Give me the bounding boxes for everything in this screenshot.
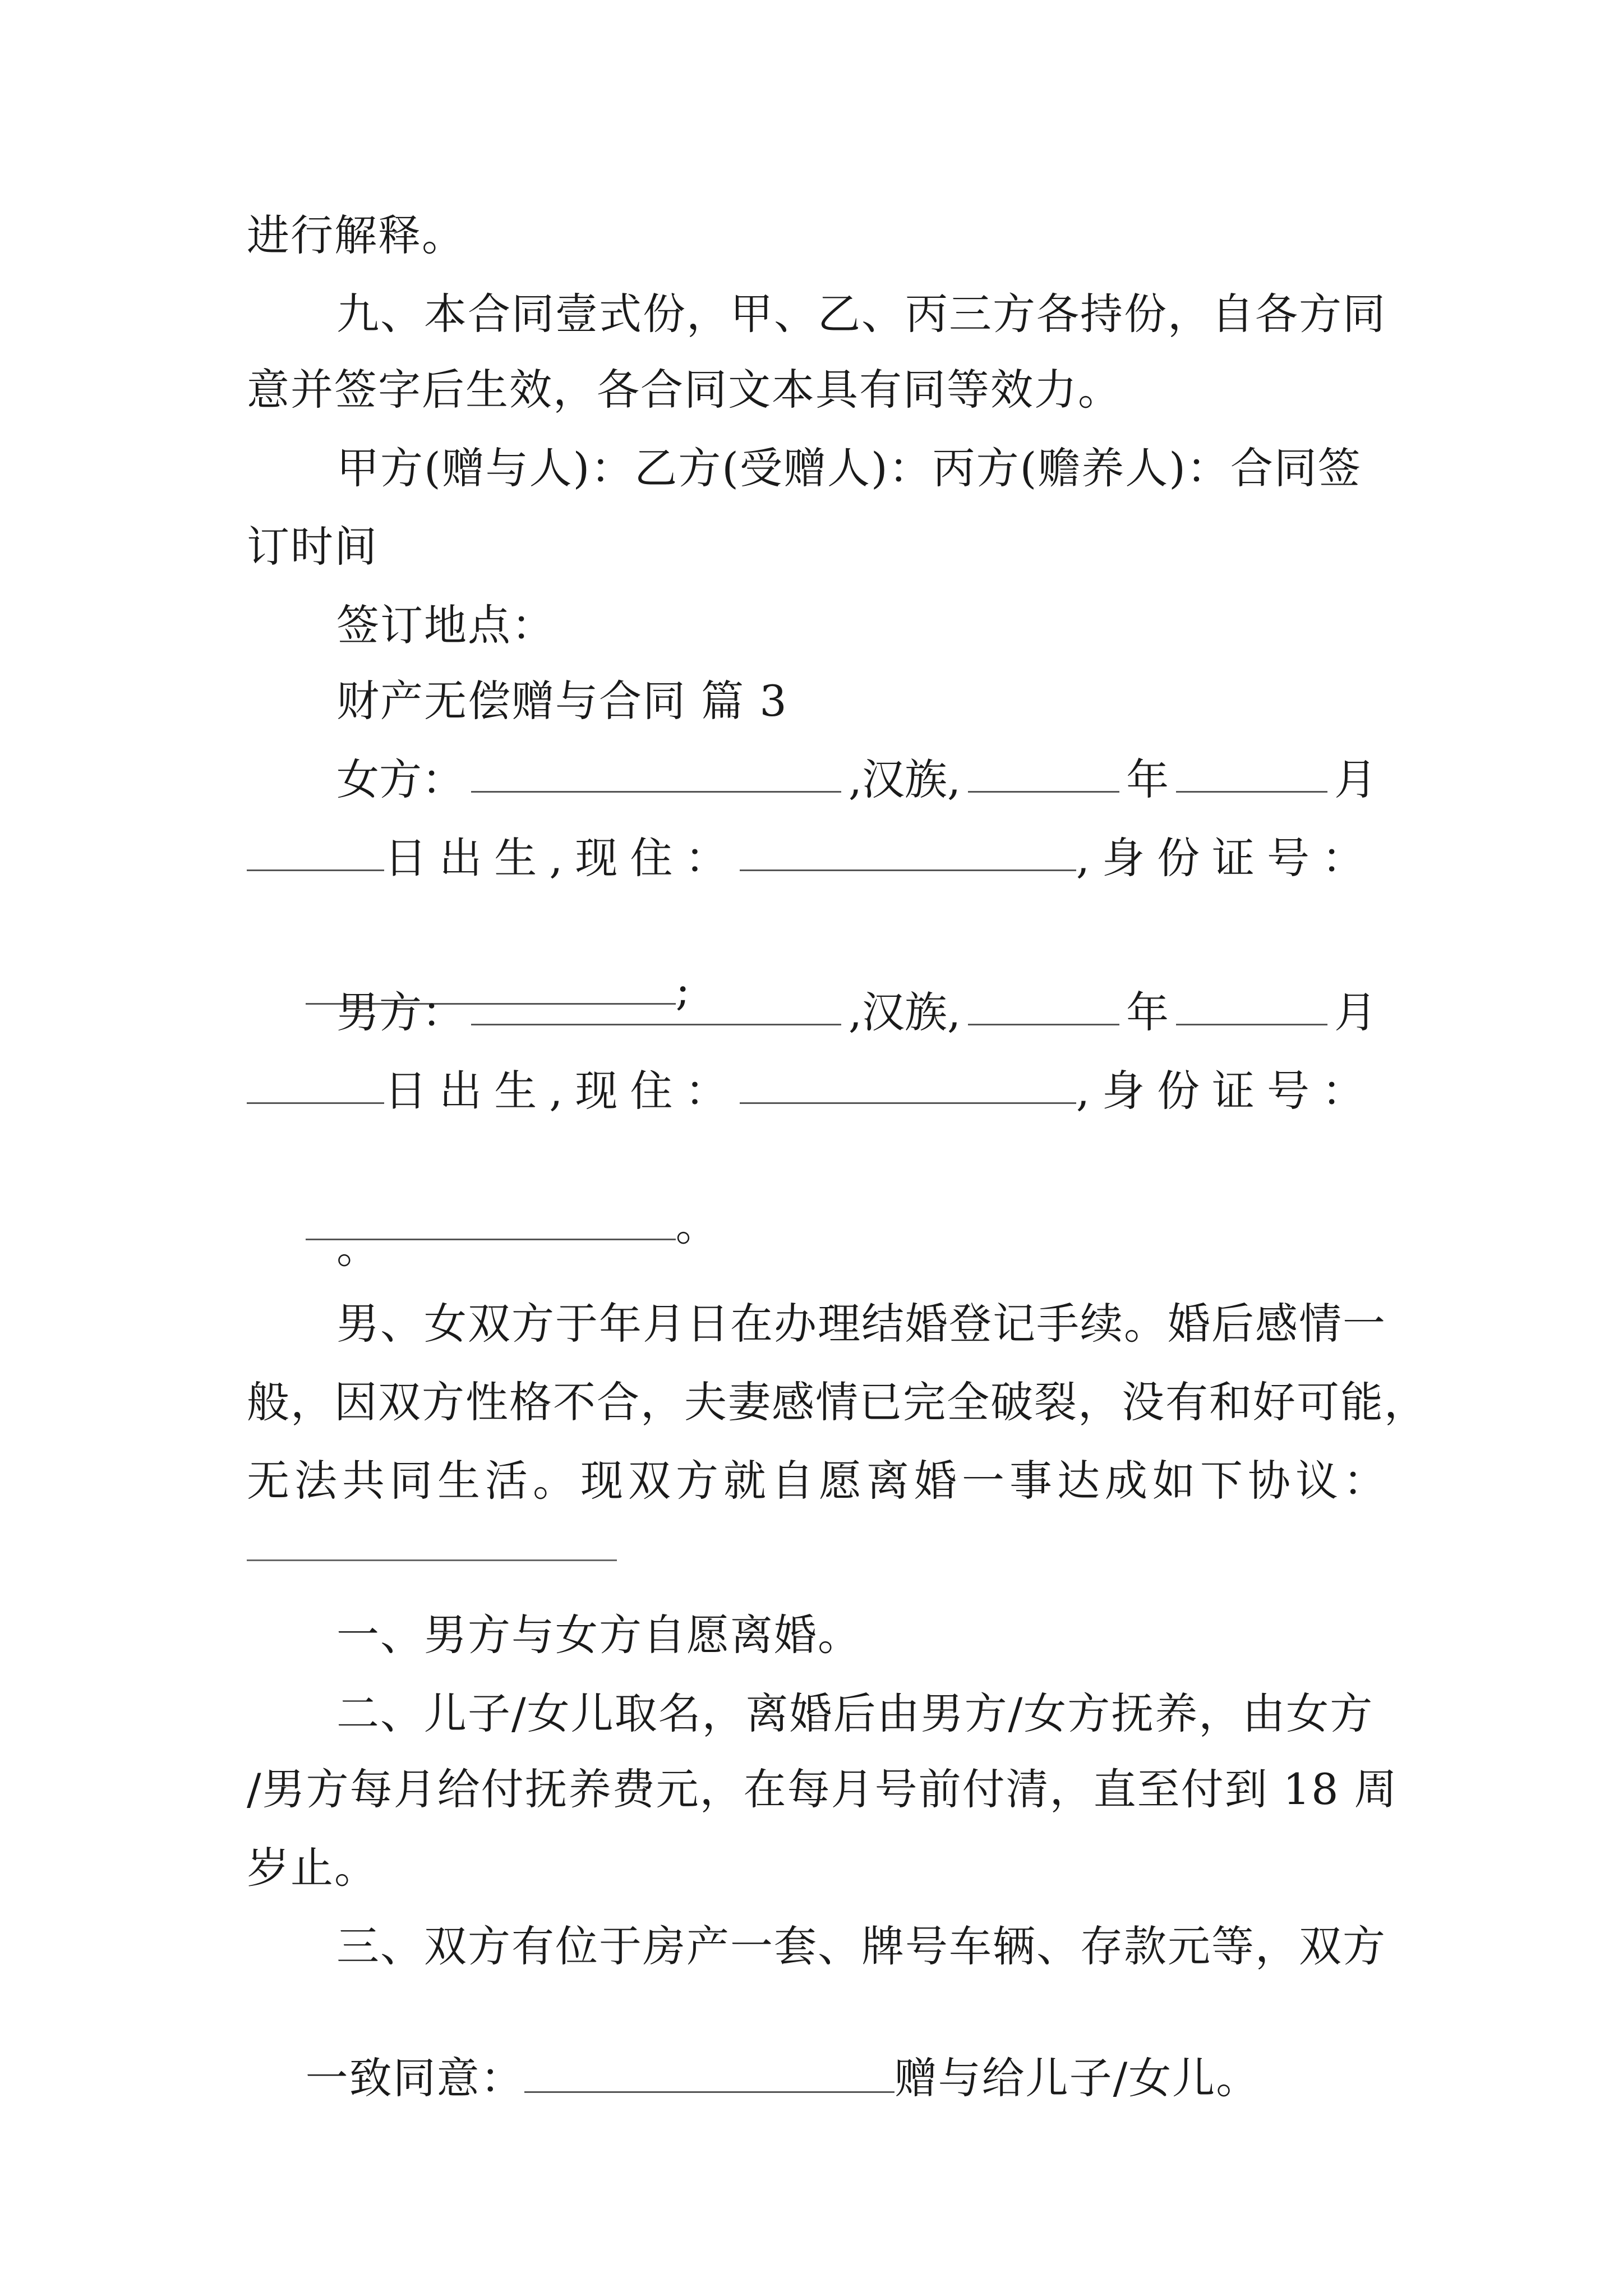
label-year: 年 bbox=[1126, 754, 1169, 804]
label-gift-to: 赠与给儿子/女儿。 bbox=[894, 2053, 1260, 2103]
blank-field[interactable] bbox=[1176, 752, 1327, 793]
form-line-gift bbox=[247, 1994, 1260, 2162]
blank-field[interactable] bbox=[968, 752, 1119, 793]
label-id-number: ,身份证号： bbox=[1076, 833, 1377, 883]
blank-field[interactable] bbox=[740, 830, 1076, 871]
label-month: 月 bbox=[1334, 754, 1377, 804]
text-line: /男方每月给付抚养费元，在每月号前付清，直至付到 18 周 bbox=[247, 1764, 1398, 1814]
text-line: 岁止。 bbox=[247, 1843, 378, 1893]
text-line: 般，因双方性格不合，夫妻感情已完全破裂，没有和好可能， bbox=[247, 1377, 1428, 1427]
text-line: 二、儿子/女儿取名，离婚后由男方/女方抚养，由女方 bbox=[336, 1688, 1374, 1738]
label-female: 女方： bbox=[336, 754, 464, 804]
form-line-female-2 bbox=[247, 830, 1377, 886]
blank-field[interactable] bbox=[471, 984, 841, 1025]
label-year: 年 bbox=[1126, 987, 1169, 1037]
text-line: 无法共同生活。现双方就自愿离婚一事达成如下协议： bbox=[247, 1456, 1391, 1506]
label-id-number: ,身份证号： bbox=[1076, 1066, 1377, 1116]
blank-field[interactable] bbox=[471, 752, 841, 793]
text-line: 男、女双方于年月日在办理结婚登记手续。婚后感情一 bbox=[336, 1299, 1386, 1349]
label-birth-residence: 日出生,现住： bbox=[384, 833, 740, 883]
blank-field[interactable] bbox=[247, 1063, 384, 1104]
text-line: 意并签字后生效，各合同文本具有同等效力。 bbox=[247, 365, 1122, 415]
punctuation: ; bbox=[675, 965, 691, 1015]
blank-field[interactable] bbox=[247, 830, 384, 871]
section-heading: 财产无偿赠与合同 篇 3 bbox=[336, 676, 788, 726]
text-line: 订时间 bbox=[247, 522, 378, 572]
text-line: 签订地点： bbox=[336, 600, 555, 650]
punctuation: 。 bbox=[675, 1200, 720, 1250]
label-ethnicity: ,汉族, bbox=[848, 987, 961, 1037]
form-line-male bbox=[336, 984, 1377, 1041]
label-agree: 一致同意： bbox=[305, 2053, 524, 2103]
text-line: 进行解释。 bbox=[247, 210, 465, 260]
blank-field[interactable] bbox=[1176, 984, 1327, 1025]
label-male: 男方： bbox=[336, 987, 464, 1037]
blank-field[interactable] bbox=[968, 984, 1119, 1025]
form-line-female bbox=[336, 752, 1377, 808]
blank-field[interactable] bbox=[524, 2052, 895, 2093]
blank-field[interactable] bbox=[247, 1559, 617, 1561]
text-line: 九、本合同壹式份，甲、乙、丙三方各持份，自各方同 bbox=[336, 289, 1386, 339]
form-line-male-2 bbox=[247, 1063, 1377, 1119]
label-month: 月 bbox=[1334, 987, 1377, 1037]
text-line: 。 bbox=[336, 1223, 380, 1273]
text-line: 三、双方有位于房产一套、牌号车辆、存款元等，双方 bbox=[336, 1921, 1386, 1971]
label-birth-residence: 日出生,现住： bbox=[384, 1066, 740, 1116]
text-line: 一、男方与女方自愿离婚。 bbox=[336, 1610, 861, 1660]
blank-field[interactable] bbox=[740, 1063, 1076, 1104]
form-line-male-3 bbox=[247, 1142, 720, 1310]
label-ethnicity: ,汉族, bbox=[848, 754, 961, 804]
text-line: 甲方(赠与人)：乙方(受赠人)：丙方(赡养人)：合同签 bbox=[336, 443, 1362, 493]
